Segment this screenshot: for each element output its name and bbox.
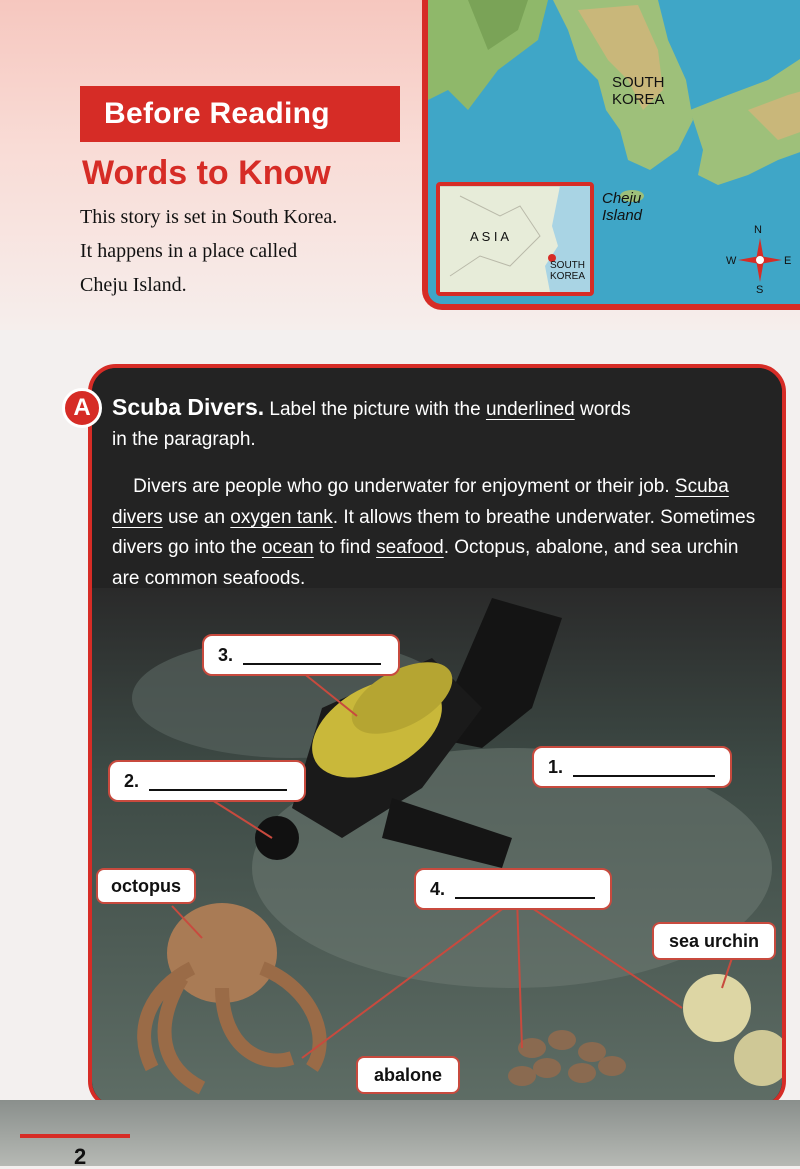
inset-label-asia: A S I A bbox=[470, 229, 510, 244]
instruction-underlined: underlined bbox=[485, 399, 575, 420]
blank-line[interactable] bbox=[573, 757, 715, 777]
paragraph-text: to find bbox=[319, 537, 371, 558]
vocab-word-oxygen-tank: oxygen tank bbox=[230, 506, 333, 528]
activity-heading bbox=[112, 392, 752, 455]
answer-blank-2[interactable] bbox=[108, 760, 306, 802]
page-number: 2 bbox=[74, 1144, 87, 1169]
instruction-text: Label the picture with the bbox=[269, 399, 481, 420]
map-label-line: KOREA bbox=[550, 271, 586, 282]
map-label-line: SOUTH bbox=[612, 74, 665, 91]
paragraph-text: use an bbox=[167, 506, 226, 528]
blank-number: 4. bbox=[430, 879, 446, 899]
section-title: Before Reading bbox=[80, 86, 400, 142]
compass-east: E bbox=[784, 255, 792, 267]
map-label-cheju-island bbox=[602, 190, 642, 224]
answer-blank-1[interactable] bbox=[532, 746, 732, 788]
map-label-line: KOREA bbox=[612, 91, 665, 108]
blank-number: 1. bbox=[548, 757, 564, 777]
intro-line: This story is set in South Korea. bbox=[80, 206, 338, 228]
korea-map bbox=[422, 0, 800, 310]
vocab-word-scuba-divers: Scuba divers bbox=[112, 476, 729, 528]
label-sea-urchin: sea urchin bbox=[652, 922, 776, 960]
footer-rule bbox=[20, 1134, 130, 1138]
blank-number: 2. bbox=[124, 771, 140, 791]
map-label-south-korea bbox=[612, 74, 665, 108]
blank-number: 3. bbox=[218, 645, 234, 665]
answer-blank-3[interactable] bbox=[202, 634, 400, 676]
label-abalone: abalone bbox=[356, 1056, 460, 1094]
label-octopus: octopus bbox=[96, 868, 196, 904]
page-footer-background bbox=[0, 1100, 800, 1169]
answer-blank-4[interactable] bbox=[414, 868, 612, 910]
map-label-line: SOUTH bbox=[550, 260, 585, 271]
inset-label-south-korea bbox=[550, 260, 585, 282]
intro-line: It happens in a place called bbox=[80, 240, 298, 262]
intro-line: Cheju Island. bbox=[80, 274, 187, 296]
paragraph-text: Divers are people who go underwater for enjoyment or their job. bbox=[133, 476, 670, 497]
compass-north: N bbox=[754, 224, 762, 236]
activity-title: Scuba Divers. bbox=[112, 394, 265, 420]
map-label-line: Cheju bbox=[602, 190, 642, 207]
blank-line[interactable] bbox=[243, 645, 381, 665]
compass-west: W bbox=[726, 255, 737, 267]
reading-paragraph bbox=[112, 472, 762, 594]
vocab-word-ocean: ocean bbox=[261, 537, 314, 558]
instruction-text: words bbox=[579, 399, 631, 420]
instruction-text: in the paragraph. bbox=[112, 429, 256, 450]
intro-text bbox=[80, 200, 420, 302]
paragraph-text: . Octopus, abalone, and sea urchin are common seafoods. bbox=[112, 537, 739, 589]
compass-rose-icon bbox=[728, 226, 792, 296]
blank-line[interactable] bbox=[455, 879, 595, 899]
subtitle: Words to Know bbox=[82, 154, 331, 192]
map-label-line: Island bbox=[602, 207, 643, 224]
compass-south: S bbox=[756, 284, 764, 296]
vocab-word-seafood: seafood bbox=[376, 537, 444, 558]
paragraph-text: . It allows them to breathe underwater. Sometimes divers go into the bbox=[112, 506, 756, 558]
activity-badge: A bbox=[62, 388, 102, 428]
inset-map-asia bbox=[436, 182, 594, 296]
blank-line[interactable] bbox=[149, 771, 287, 791]
